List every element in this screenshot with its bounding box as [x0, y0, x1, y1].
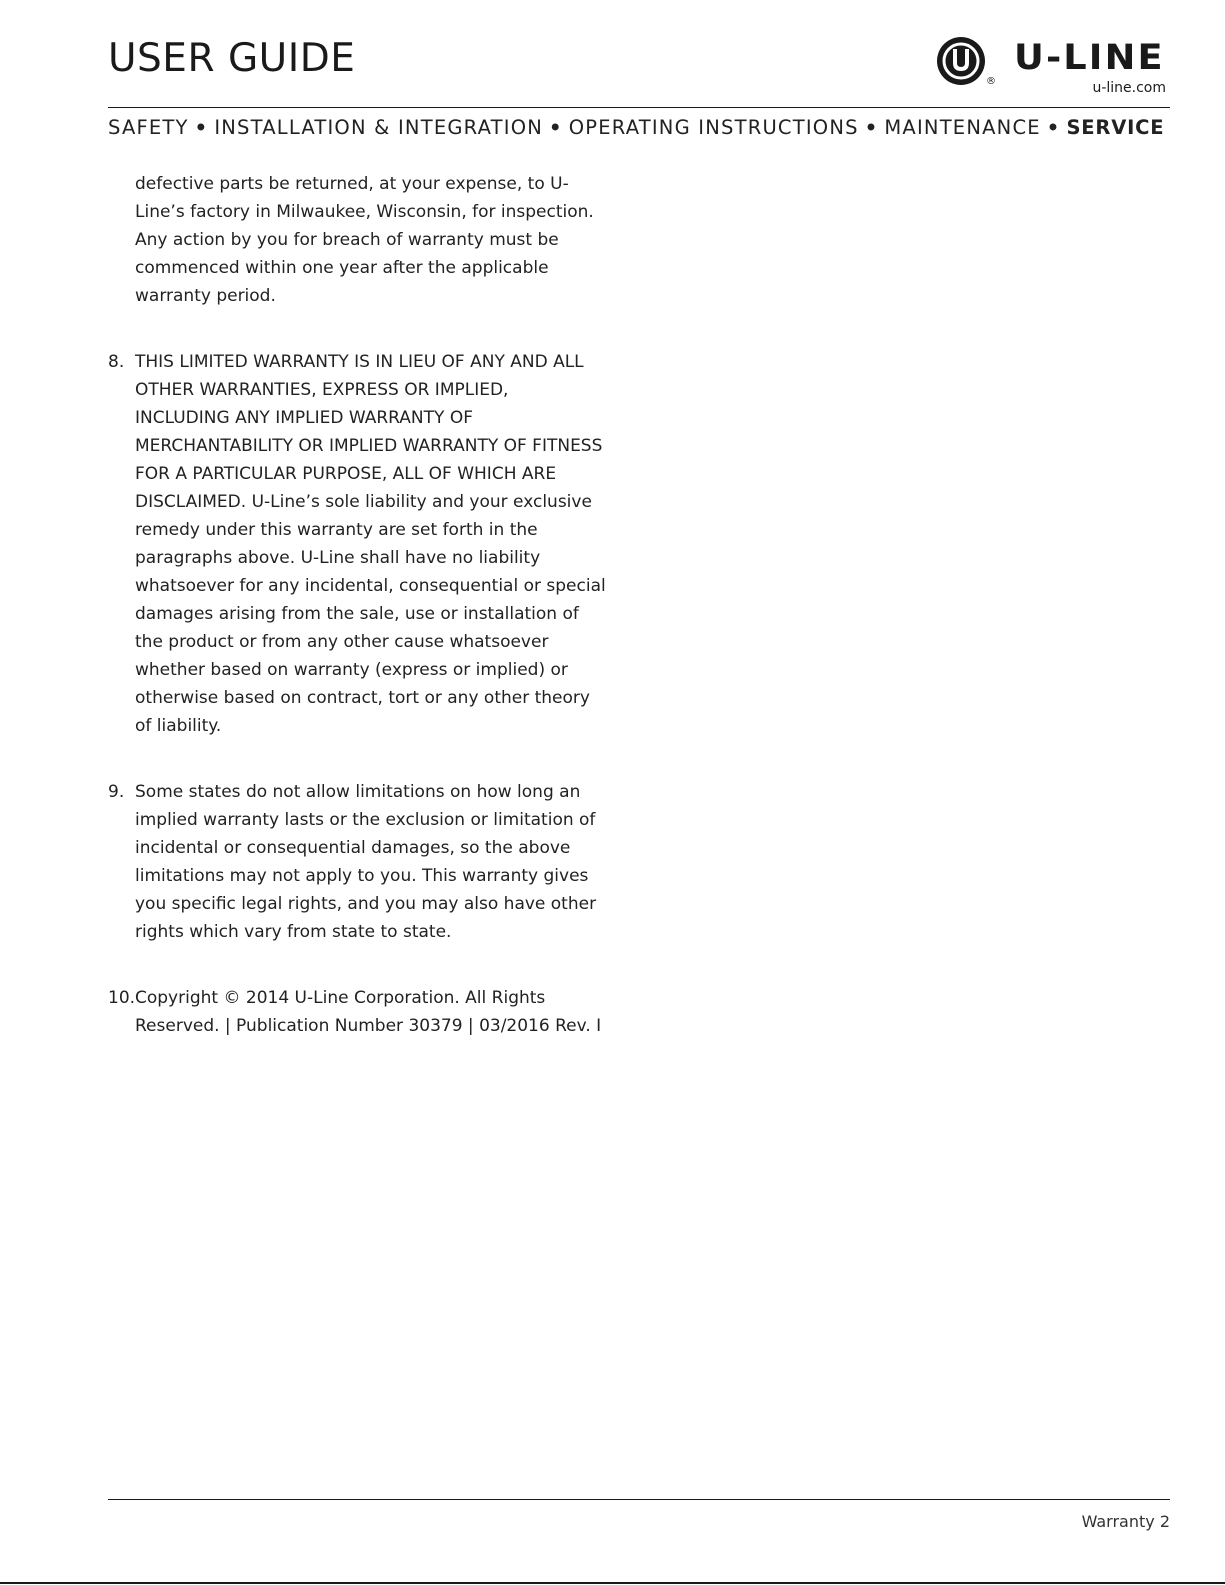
item-text: Copyright © 2014 U-Line Corporation. All Rights Reserved. | Publication Number 30379 | 03/2016 Rev. I — [135, 988, 602, 1036]
website-url[interactable]: u-line.com — [1092, 80, 1166, 96]
uline-logo-mark-icon — [936, 36, 986, 86]
item-number: 10. — [108, 988, 136, 1008]
item-text: THIS LIMITED WARRANTY IS IN LIEU OF ANY AND ALL OTHER WARRANTIES, EXPRESS OR IMPLIED, INCLUDING ANY IMPLIED WARRANTY OF MERCHANTABILITY OR IMPLIED WARRANTY OF FITNESS FOR A PARTICULAR PURPOSE, ALL OF WHICH ARE DISCLAIMED. U-Line’s sole liability and your exclusive remedy under this warranty are set forth in the paragraphs above. U-Line shall have no liability whatsoever for any incidental, consequential or special damages arising from the sale, use or installation of the product or from any other cause whatsoever whether based on warranty (express or implied) or otherwise based on contract, tort or any other theory of liability. — [135, 352, 606, 736]
list-item — [108, 348, 608, 740]
footer-divider — [108, 1499, 1170, 1500]
paragraph-text: defective parts be returned, at your expense, to U-Line’s factory in Milwaukee, Wisconsin, for inspection. Any action by you for breach of warranty must be commenced within one year after the applicable warranty period. — [135, 174, 594, 306]
page-edge — [0, 1582, 1225, 1584]
page-title: USER GUIDE — [108, 36, 356, 81]
list-item — [108, 984, 608, 1040]
header-divider — [108, 107, 1170, 108]
nav-separator: • — [1046, 116, 1061, 139]
section-nav — [108, 116, 1170, 139]
item-number: 8. — [108, 352, 125, 372]
continued-paragraph — [108, 170, 608, 310]
page-number: Warranty 2 — [1081, 1512, 1170, 1531]
nav-separator: • — [864, 116, 879, 139]
list-item — [108, 778, 608, 946]
nav-item-installation: INSTALLATION & INTEGRATION — [214, 116, 544, 139]
nav-item-maintenance: MAINTENANCE — [884, 116, 1041, 139]
nav-item-service: SERVICE — [1066, 116, 1165, 139]
nav-item-operating: OPERATING INSTRUCTIONS — [568, 116, 859, 139]
uline-logo — [936, 36, 1170, 100]
item-number: 9. — [108, 782, 125, 802]
warranty-content — [108, 170, 608, 1078]
nav-item-safety: SAFETY — [108, 116, 189, 139]
item-text: Some states do not allow limitations on how long an implied warranty lasts or the exclusion or limitation of incidental or consequential damages, so the above limitations may not apply to you. This warranty gives you specific legal rights, and you may also have other rights which vary from state to state. — [135, 782, 597, 942]
nav-separator: • — [194, 116, 209, 139]
registered-mark: ® — [986, 76, 996, 87]
brand-wordmark: U-LINE — [1014, 38, 1165, 78]
nav-separator: • — [549, 116, 563, 139]
